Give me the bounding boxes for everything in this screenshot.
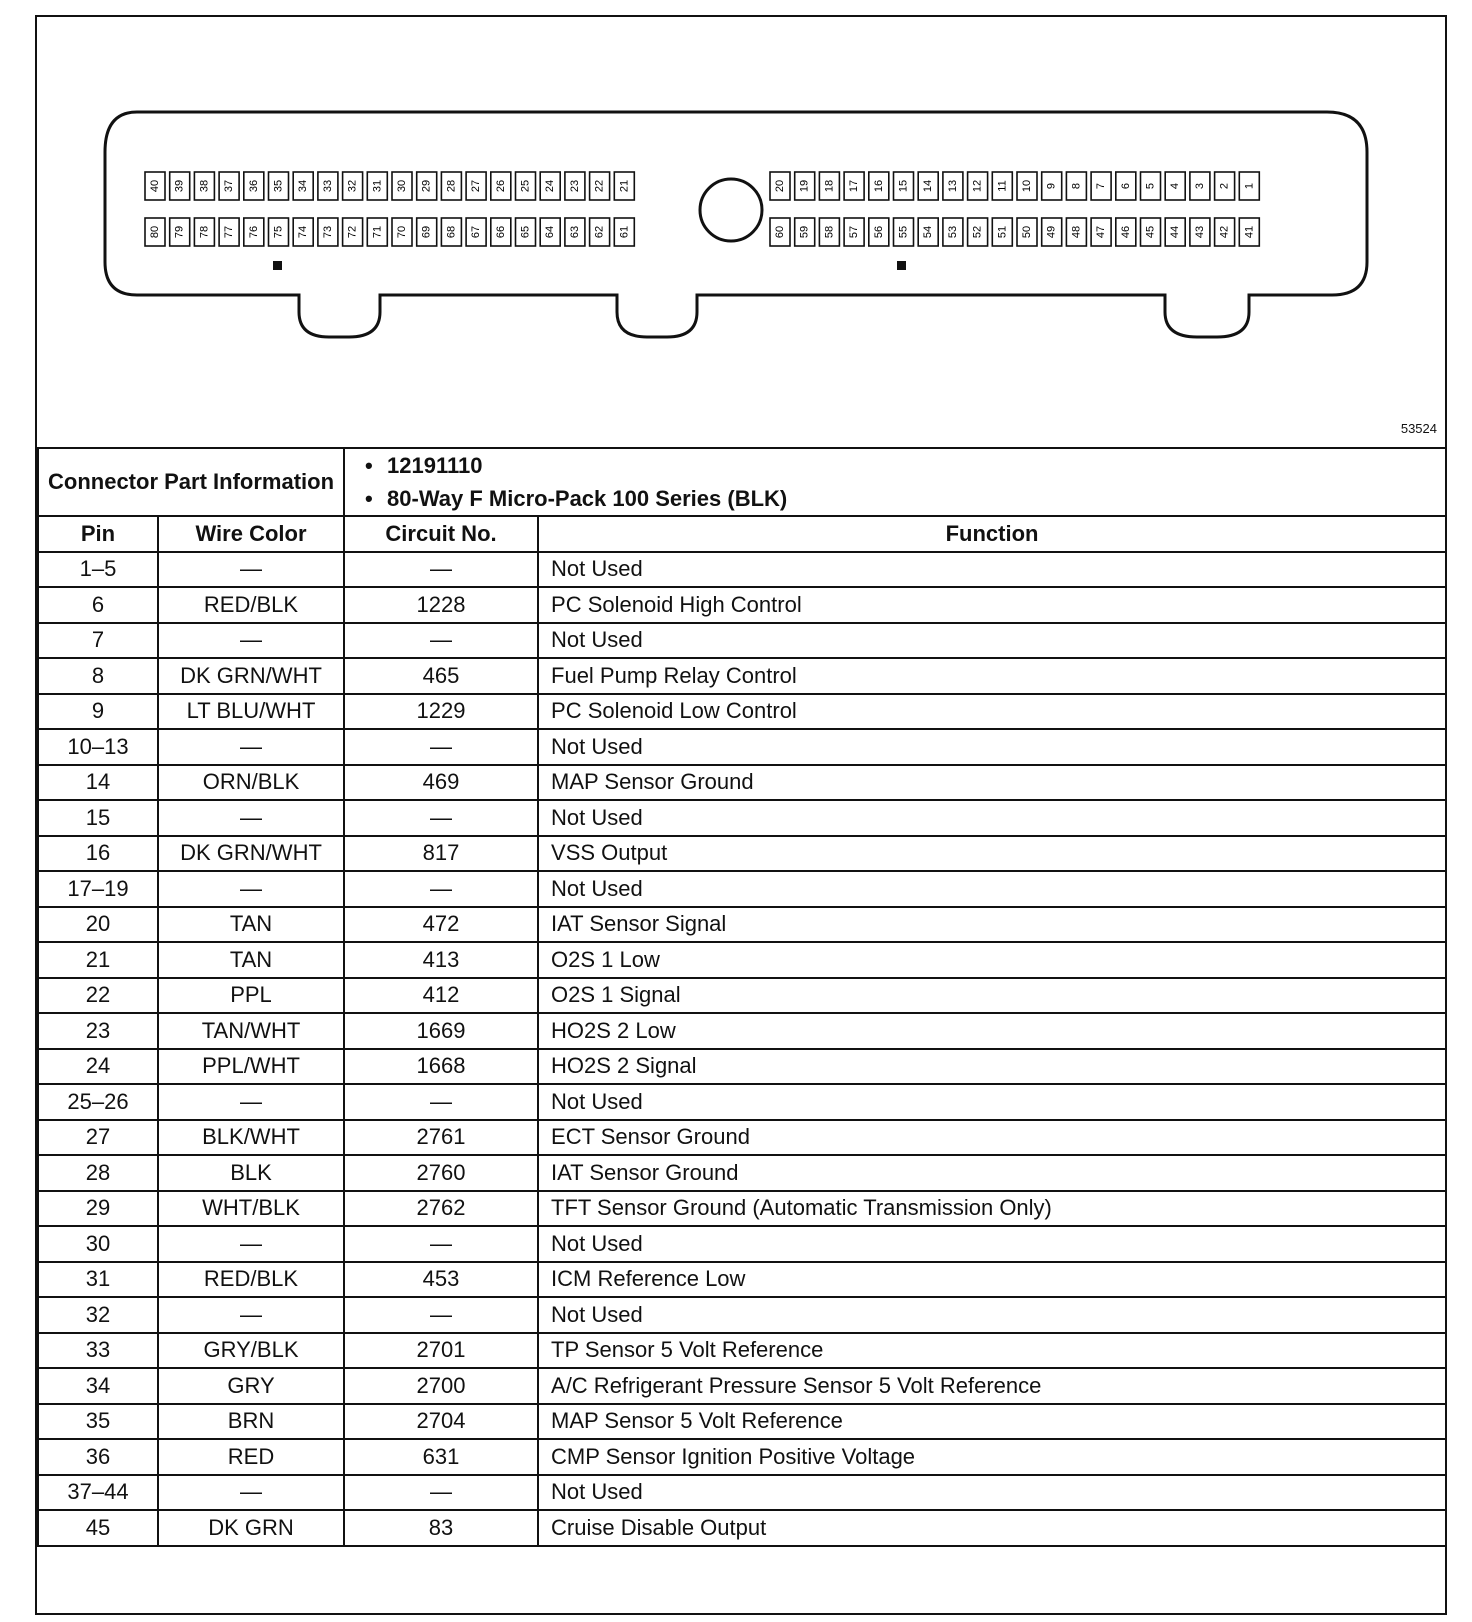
wire-color-cell: DK GRN [158,1510,344,1546]
pin-number-label: 36 [247,179,260,193]
pin-number-label: 29 [420,179,433,193]
pin-number-label: 13 [946,179,959,193]
pin-cell: 22 [38,978,158,1014]
bullet: • [365,453,373,478]
table-row [38,1404,1446,1440]
table-row [38,1262,1446,1298]
wire-color-cell: BRN [158,1404,344,1440]
pin-number-label: 25 [519,179,532,193]
function-cell: Not Used [538,729,1446,765]
pin-number-label: 31 [371,179,384,193]
connector-description: 80-Way F Micro-Pack 100 Series (BLK) [387,486,788,511]
function-cell: O2S 1 Signal [538,978,1446,1014]
wire-color-cell: — [158,800,344,836]
pin-number-label: 24 [544,179,557,193]
function-cell: MAP Sensor Ground [538,765,1446,801]
function-cell: A/C Refrigerant Pressure Sensor 5 Volt Reference [538,1368,1446,1404]
pin-cell: 31 [38,1262,158,1298]
wire-color-cell: — [158,1226,344,1262]
function-cell: VSS Output [538,836,1446,872]
function-cell: IAT Sensor Ground [538,1155,1446,1191]
table-row [38,552,1446,588]
table-row [38,1191,1446,1227]
circuit-cell: 1229 [344,694,538,730]
wire-color-cell: — [158,1475,344,1511]
pin-number-label: 54 [922,225,935,239]
pin-number-label: 58 [823,225,836,239]
bullet: • [365,486,373,511]
table-row [38,1368,1446,1404]
wire-color-cell: TAN [158,907,344,943]
circuit-cell: 2701 [344,1333,538,1369]
wire-color-cell: BLK [158,1155,344,1191]
pin-number-label: 59 [798,225,811,239]
function-cell: Not Used [538,1297,1446,1333]
pin-number-label: 77 [223,225,236,239]
header-wire-color: Wire Color [158,516,344,552]
wire-color-cell: RED/BLK [158,587,344,623]
table-row [38,1333,1446,1369]
pin-number-label: 8 [1070,182,1083,190]
pin-number-label: 35 [272,179,285,193]
circuit-cell: — [344,871,538,907]
pin-number-label: 9 [1045,182,1058,190]
table-row [38,1439,1446,1475]
table-row [38,1510,1446,1546]
pin-cell: 24 [38,1049,158,1085]
table-row [38,871,1446,907]
pin-cell: 9 [38,694,158,730]
function-cell: Not Used [538,800,1446,836]
circuit-cell: 631 [344,1439,538,1475]
pin-number-label: 17 [848,179,861,193]
pin-number-label: 16 [872,179,885,193]
pin-cell: 30 [38,1226,158,1262]
circuit-cell: 1668 [344,1049,538,1085]
pin-number-label: 42 [1218,225,1231,239]
wire-color-cell: — [158,729,344,765]
key-mark-left [273,261,282,270]
center-bolt-hole [700,179,762,241]
pin-number-label: 33 [321,179,334,193]
table-row [38,978,1446,1014]
circuit-cell: — [344,800,538,836]
circuit-cell: — [344,1475,538,1511]
function-cell: Fuel Pump Relay Control [538,658,1446,694]
circuit-cell: 2704 [344,1404,538,1440]
wire-color-cell: TAN [158,942,344,978]
pin-number-label: 12 [971,179,984,193]
pin-number-label: 22 [593,179,606,193]
table-row [38,907,1446,943]
circuit-cell: 2760 [344,1155,538,1191]
pin-cell: 21 [38,942,158,978]
pin-cell: 45 [38,1510,158,1546]
pin-number-label: 27 [470,179,483,193]
pin-number-label: 49 [1045,225,1058,239]
connector-face-svg [37,17,1445,447]
header-pin: Pin [38,516,158,552]
pin-cell: 32 [38,1297,158,1333]
pin-number-label: 5 [1144,182,1157,190]
pin-cell: 33 [38,1333,158,1369]
pin-cell: 6 [38,587,158,623]
table-row [38,1297,1446,1333]
connector-info-values [344,448,1446,516]
table-row [38,1049,1446,1085]
wire-color-cell: PPL [158,978,344,1014]
pin-number-label: 21 [618,179,631,193]
pin-cell: 10–13 [38,729,158,765]
circuit-cell: 469 [344,765,538,801]
header-row [38,516,1446,552]
table-row [38,765,1446,801]
function-cell: MAP Sensor 5 Volt Reference [538,1404,1446,1440]
function-cell: CMP Sensor Ignition Positive Voltage [538,1439,1446,1475]
pin-number-label: 60 [774,225,786,239]
function-cell: PC Solenoid Low Control [538,694,1446,730]
circuit-cell: 2700 [344,1368,538,1404]
pin-number-label: 74 [297,225,310,239]
table-row [38,658,1446,694]
circuit-cell: — [344,623,538,659]
pin-number-label: 32 [346,179,359,193]
connector-body [105,112,1367,337]
pin-number-label: 73 [321,225,334,239]
circuit-cell: 472 [344,907,538,943]
pin-number-label: 55 [897,225,910,239]
pin-number-label: 18 [823,179,836,193]
connector-info-row [38,448,1446,516]
pin-number-label: 69 [420,225,433,239]
pin-number-label: 66 [494,225,507,239]
pin-number-label: 70 [396,225,408,239]
function-cell: PC Solenoid High Control [538,587,1446,623]
circuit-cell: — [344,729,538,765]
pin-number-label: 47 [1095,225,1108,239]
pin-number-label: 51 [996,225,1009,239]
table-row [38,729,1446,765]
wire-color-cell: BLK/WHT [158,1120,344,1156]
table-row [38,1155,1446,1191]
connector-page [35,15,1447,1615]
pin-number-label: 67 [470,225,483,239]
pin-number-label: 45 [1144,225,1157,239]
pin-cell: 27 [38,1120,158,1156]
pin-number-label: 14 [922,179,935,193]
circuit-cell: 83 [344,1510,538,1546]
pin-number-label: 65 [519,225,532,239]
circuit-cell: — [344,1297,538,1333]
circuit-cell: 413 [344,942,538,978]
table-row [38,800,1446,836]
pin-cell: 23 [38,1013,158,1049]
pin-number-label: 48 [1070,225,1083,239]
header-function: Function [538,516,1446,552]
wire-color-cell: RED/BLK [158,1262,344,1298]
pin-number-label: 44 [1169,225,1182,239]
circuit-cell: — [344,552,538,588]
pin-cell: 16 [38,836,158,872]
pin-cell: 1–5 [38,552,158,588]
connector-info-label: Connector Part Information [38,448,344,516]
circuit-cell: 817 [344,836,538,872]
wire-color-cell: — [158,623,344,659]
pin-number-label: 41 [1243,225,1256,239]
pin-number-label: 4 [1169,182,1182,190]
pin-number-label: 19 [798,179,811,193]
wire-color-cell: TAN/WHT [158,1013,344,1049]
function-cell: TFT Sensor Ground (Automatic Transmission Only) [538,1191,1446,1227]
function-cell: Not Used [538,1475,1446,1511]
wire-color-cell: GRY [158,1368,344,1404]
pin-cell: 37–44 [38,1475,158,1511]
pinout-table [37,447,1447,1547]
table-row [38,694,1446,730]
circuit-cell: 1669 [344,1013,538,1049]
circuit-cell: 453 [344,1262,538,1298]
figure-id: 53524 [1400,421,1437,436]
pin-number-label: 80 [149,225,161,239]
wire-color-cell: RED [158,1439,344,1475]
function-cell: Not Used [538,1226,1446,1262]
pin-number-label: 63 [568,225,581,239]
pin-number-label: 20 [774,179,786,193]
circuit-cell: 2762 [344,1191,538,1227]
pin-number-label: 53 [946,225,959,239]
pin-number-label: 50 [1021,225,1033,239]
pin-number-label: 52 [971,225,984,239]
circuit-cell: 2761 [344,1120,538,1156]
pin-number-label: 1 [1243,182,1256,190]
table-row [38,587,1446,623]
connector-diagram [37,17,1445,449]
function-cell: O2S 1 Low [538,942,1446,978]
table-row [38,1084,1446,1120]
wire-color-cell: LT BLU/WHT [158,694,344,730]
pin-number-label: 43 [1193,225,1206,239]
pin-number-label: 34 [297,179,310,193]
pin-number-label: 30 [396,179,408,193]
function-cell: TP Sensor 5 Volt Reference [538,1333,1446,1369]
pin-number-label: 61 [618,225,631,239]
pin-cell: 35 [38,1404,158,1440]
function-cell: ECT Sensor Ground [538,1120,1446,1156]
pin-cell: 14 [38,765,158,801]
pin-number-label: 2 [1218,182,1231,190]
pin-number-label: 10 [1021,179,1033,193]
function-cell: Not Used [538,552,1446,588]
wire-color-cell: ORN/BLK [158,765,344,801]
function-cell: Not Used [538,623,1446,659]
pin-number-label: 72 [346,225,359,239]
function-cell: HO2S 2 Low [538,1013,1446,1049]
function-cell: Not Used [538,871,1446,907]
pin-number-label: 78 [198,225,211,239]
pin-number-label: 76 [247,225,260,239]
pin-number-label: 57 [848,225,861,239]
pin-cell: 20 [38,907,158,943]
circuit-cell: — [344,1084,538,1120]
table-row [38,1013,1446,1049]
function-cell: Cruise Disable Output [538,1510,1446,1546]
pin-number-label: 39 [173,179,186,193]
table-row [38,942,1446,978]
pin-number-label: 75 [272,225,285,239]
circuit-cell: 1228 [344,587,538,623]
pin-cavities [145,172,1259,246]
pin-number-label: 37 [223,179,236,193]
pin-cell: 36 [38,1439,158,1475]
pin-number-label: 79 [173,225,186,239]
pin-number-label: 40 [149,179,161,193]
part-number: 12191110 [387,453,483,478]
connector-outline [105,112,1367,337]
pin-number-label: 3 [1193,182,1206,190]
wire-color-cell: — [158,871,344,907]
pin-number-label: 46 [1119,225,1132,239]
pin-number-label: 68 [445,225,458,239]
pin-number-label: 23 [568,179,581,193]
wire-color-cell: — [158,552,344,588]
pin-number-label: 71 [371,225,384,239]
wire-color-cell: PPL/WHT [158,1049,344,1085]
wire-color-cell: — [158,1297,344,1333]
pin-cell: 7 [38,623,158,659]
pin-number-label: 62 [593,225,606,239]
pin-number-label: 26 [494,179,507,193]
pin-cell: 17–19 [38,871,158,907]
function-cell: Not Used [538,1084,1446,1120]
pin-number-label: 6 [1119,182,1132,190]
circuit-cell: 465 [344,658,538,694]
circuit-cell: 412 [344,978,538,1014]
wire-color-cell: — [158,1084,344,1120]
table-row [38,1226,1446,1262]
key-mark-right [897,261,906,270]
pin-number-label: 56 [872,225,885,239]
wire-color-cell: GRY/BLK [158,1333,344,1369]
pin-cell: 15 [38,800,158,836]
circuit-cell: — [344,1226,538,1262]
table-row [38,1120,1446,1156]
pin-number-label: 28 [445,179,458,193]
function-cell: ICM Reference Low [538,1262,1446,1298]
pin-number-label: 15 [897,179,910,193]
function-cell: IAT Sensor Signal [538,907,1446,943]
function-cell: HO2S 2 Signal [538,1049,1446,1085]
pin-number-label: 11 [996,180,1009,192]
pin-number-label: 7 [1095,182,1108,190]
pin-cell: 34 [38,1368,158,1404]
pin-cell: 28 [38,1155,158,1191]
wire-color-cell: DK GRN/WHT [158,658,344,694]
pin-cell: 8 [38,658,158,694]
pin-number-label: 38 [198,179,211,193]
table-row [38,836,1446,872]
header-circuit: Circuit No. [344,516,538,552]
table-row [38,1475,1446,1511]
pin-cell: 25–26 [38,1084,158,1120]
wire-color-cell: DK GRN/WHT [158,836,344,872]
table-row [38,623,1446,659]
pin-number-label: 64 [544,225,557,239]
pin-cell: 29 [38,1191,158,1227]
wire-color-cell: WHT/BLK [158,1191,344,1227]
